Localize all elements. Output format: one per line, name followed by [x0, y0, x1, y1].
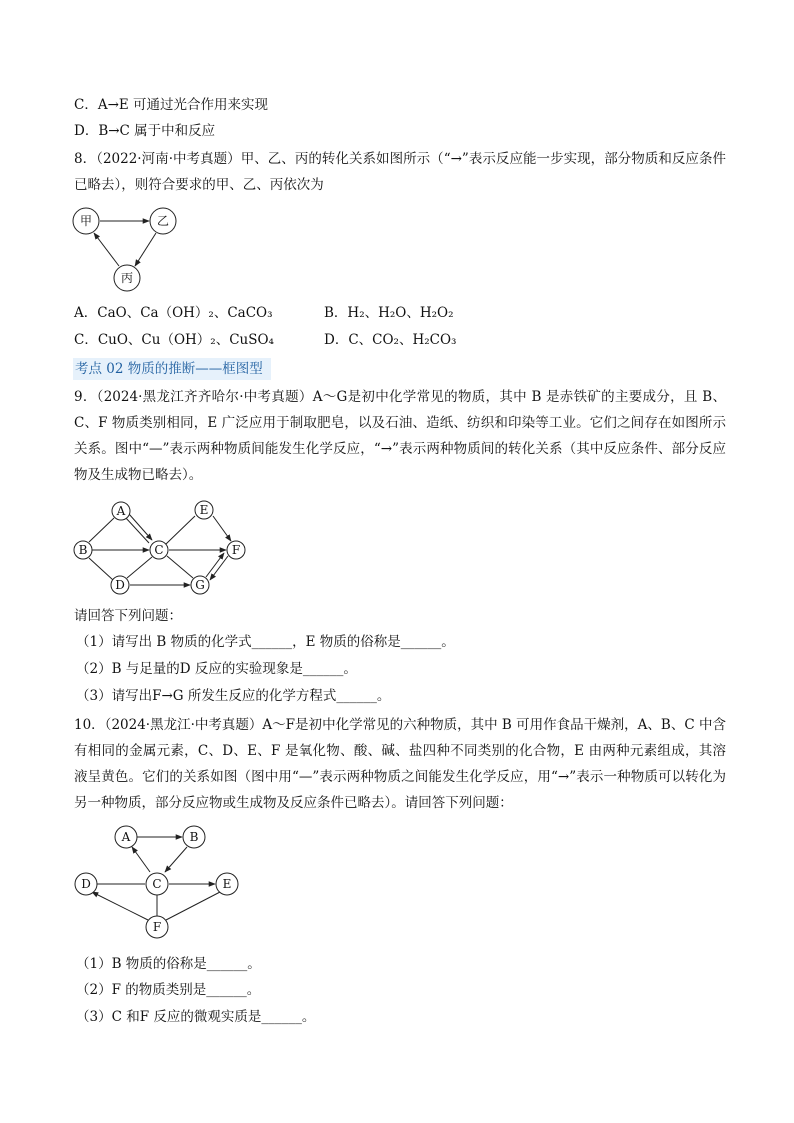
- q8-option-c: C．CuO、Cu（OH）₂、CuSO₄: [74, 332, 274, 348]
- q8-arrow-bing-jia: [94, 233, 119, 266]
- q10-edge-f-e: [166, 892, 220, 920]
- q9-node-c: [150, 541, 168, 559]
- svg-text:A: A: [121, 830, 131, 844]
- svg-text:E: E: [222, 877, 232, 891]
- q10-node-c: [146, 873, 168, 895]
- q10-edge-b-c: [165, 847, 187, 872]
- q9-prompt: 请回答下列问题：: [74, 608, 182, 624]
- q10-node-e: [216, 873, 238, 895]
- q9-node-e: [195, 501, 213, 519]
- q9-edge-e-f: [213, 516, 231, 541]
- q10-sub-2: （2）F 的物质类别是______。: [76, 982, 261, 998]
- q9-node-b: [74, 541, 92, 559]
- q10-sub-1: （1）B 物质的俗称是______。: [76, 956, 261, 972]
- q9-node-f: [227, 541, 245, 559]
- q9-edge-a-b: [89, 518, 114, 542]
- q8-node-jia-label: 甲: [79, 214, 93, 228]
- svg-text:A: A: [116, 504, 126, 518]
- q9-node-d: [111, 576, 129, 594]
- q9-node-g: [191, 576, 209, 594]
- q9-node-a: [112, 502, 130, 520]
- option-d-prev: D．B→C 属于中和反应: [74, 123, 216, 139]
- question-9-stem: 9．（2024·黑龙江齐齐哈尔·中考真题）A～G是初中化学常见的物质，其中 B 是赤铁矿的主要成分，且 B、C、F 物质类别相同，E 广泛应用于制取肥皂，以及石油、造纸、纺织和印染等工业。它们之间存在如图所示关系。图中“—”表示两种物质间能发生化学反应，“→”表示两种物质间的转化关系（其中反应条件、部分反应物及生成物已略去）。: [74, 389, 726, 483]
- q9-edge-b-d: [89, 558, 113, 580]
- q10-node-d: [75, 873, 97, 895]
- q10-edge-f-d: [92, 892, 148, 920]
- q9-sub-1: （1）请写出 B 物质的化学式______，E 物质的俗称是______。: [76, 634, 455, 650]
- question-10-stem: 10．（2024·黑龙江·中考真题）A～F是初中化学常见的六种物质，其中 B 可用作食品干燥剂，A、B、C 中含有相同的金属元素，C、D、E、F 是氧化物、酸、碱、盐四种不同类别的化合物，E 由两种元素组成，其溶液呈黄色。它们的关系如图（图中用“—”表示两种物质之间能发生化学反应，用“→”表示一种物质可以转化为另一种物质，部分反应物或生成物及反应条件已略去）。请回答下列问题：: [74, 717, 726, 811]
- q8-option-d: D．C、CO₂、H₂CO₃: [324, 332, 457, 348]
- section-heading: 考点 02 物质的推断——框图型: [73, 358, 271, 380]
- q9-edge-c-e: [166, 516, 195, 544]
- svg-text:B: B: [78, 543, 88, 557]
- q8-option-b: B．H₂、H₂O、H₂O₂: [324, 305, 454, 321]
- q9-edge-a-c-1: [129, 514, 152, 540]
- q10-edge-c-a: [132, 847, 150, 872]
- q8-node-jia: [73, 208, 99, 234]
- q10-node-f: [146, 916, 168, 938]
- q10-node-b: [183, 826, 205, 848]
- q9-edge-c-g: [167, 556, 193, 578]
- q8-node-yi-label: 乙: [156, 214, 170, 228]
- q9-sub-3: （3）请写出F→G 所发生反应的化学方程式______。: [76, 688, 391, 704]
- option-c-prev: C．A→E 可通过光合作用来实现: [74, 97, 269, 113]
- q8-diagram: [70, 205, 190, 295]
- svg-text:B: B: [189, 830, 199, 844]
- svg-text:F: F: [231, 543, 241, 557]
- svg-text:C: C: [152, 877, 162, 891]
- svg-text:D: D: [81, 877, 91, 891]
- q8-option-a: A．CaO、Ca（OH）₂、CaCO₃: [74, 305, 273, 321]
- question-8-stem: 8．（2022·河南·中考真题）甲、乙、丙的转化关系如图所示（“→”表示反应能一步实现，部分物质和反应条件已略去），则符合要求的甲、乙、丙依次为: [74, 151, 726, 193]
- q10-node-a: [115, 826, 137, 848]
- q8-arrow-yi-bing: [135, 233, 156, 266]
- q9-edge-d-c: [127, 557, 152, 578]
- svg-text:F: F: [152, 920, 162, 934]
- svg-text:G: G: [195, 578, 205, 592]
- svg-text:C: C: [154, 543, 164, 557]
- q9-sub-2: （2）B 与足量的D 反应的实验现象是______。: [76, 661, 357, 677]
- q8-node-bing-label: 丙: [120, 271, 134, 285]
- q10-sub-3: （3）C 和F 反应的微观实质是______。: [76, 1009, 316, 1025]
- svg-text:D: D: [115, 578, 125, 592]
- q8-node-yi: [150, 208, 176, 234]
- q9-edge-a-c-2: [125, 517, 149, 543]
- q10-diagram: [70, 822, 250, 947]
- q9-diagram: [70, 500, 255, 600]
- svg-text:E: E: [199, 503, 209, 517]
- q8-node-bing: [114, 265, 140, 291]
